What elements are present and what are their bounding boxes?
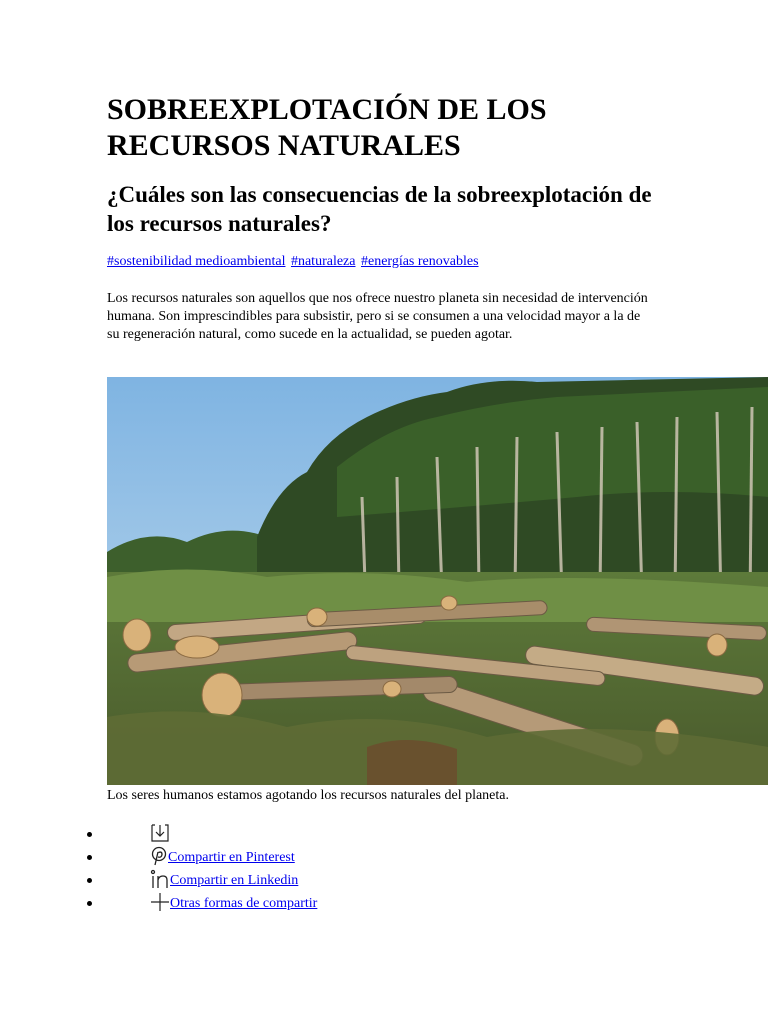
linkedin-icon: [150, 869, 170, 889]
list-item: [107, 843, 317, 866]
photo-caption: Los seres humanos estamos agotando los recursos naturales del planeta.: [107, 788, 510, 803]
share-pinterest-link[interactable]: Compartir en Pinterest: [168, 850, 295, 865]
tag-naturaleza[interactable]: #naturaleza: [290, 254, 356, 269]
list-item: [107, 820, 317, 843]
share-other-link[interactable]: Otras formas de compartir: [170, 896, 318, 911]
list-item: [107, 889, 317, 912]
intro-paragraph: Los recursos naturales son aquellos que nos ofrece nuestro planeta sin necesidad de intervención humana. Son imprescindibles para subsistir, pero si se consumen a una velocidad mayor a la de su regeneración natural, como sucede en la actualidad, se pueden agotar.: [107, 291, 648, 342]
deforestation-illustration: [107, 377, 768, 785]
list-item: [107, 866, 317, 889]
tag-list: [107, 252, 481, 272]
share-list: [107, 820, 317, 912]
pinterest-icon: [150, 846, 168, 866]
tag-energias-renovables[interactable]: #energías renovables: [360, 254, 479, 269]
deforestation-photo: [107, 377, 768, 785]
share-linkedin-link[interactable]: Compartir en Linkedin: [170, 873, 299, 888]
article-subtitle: ¿Cuáles son las consecuencias de la sobreexplotación de los recursos naturales?: [107, 182, 652, 236]
tag-sostenibilidad[interactable]: #sostenibilidad medioambiental: [107, 254, 286, 269]
page-title: SOBREEXPLOTACIÓN DE LOS RECURSOS NATURALES: [107, 93, 547, 162]
download-icon[interactable]: [150, 823, 170, 843]
plus-icon: [150, 892, 170, 912]
